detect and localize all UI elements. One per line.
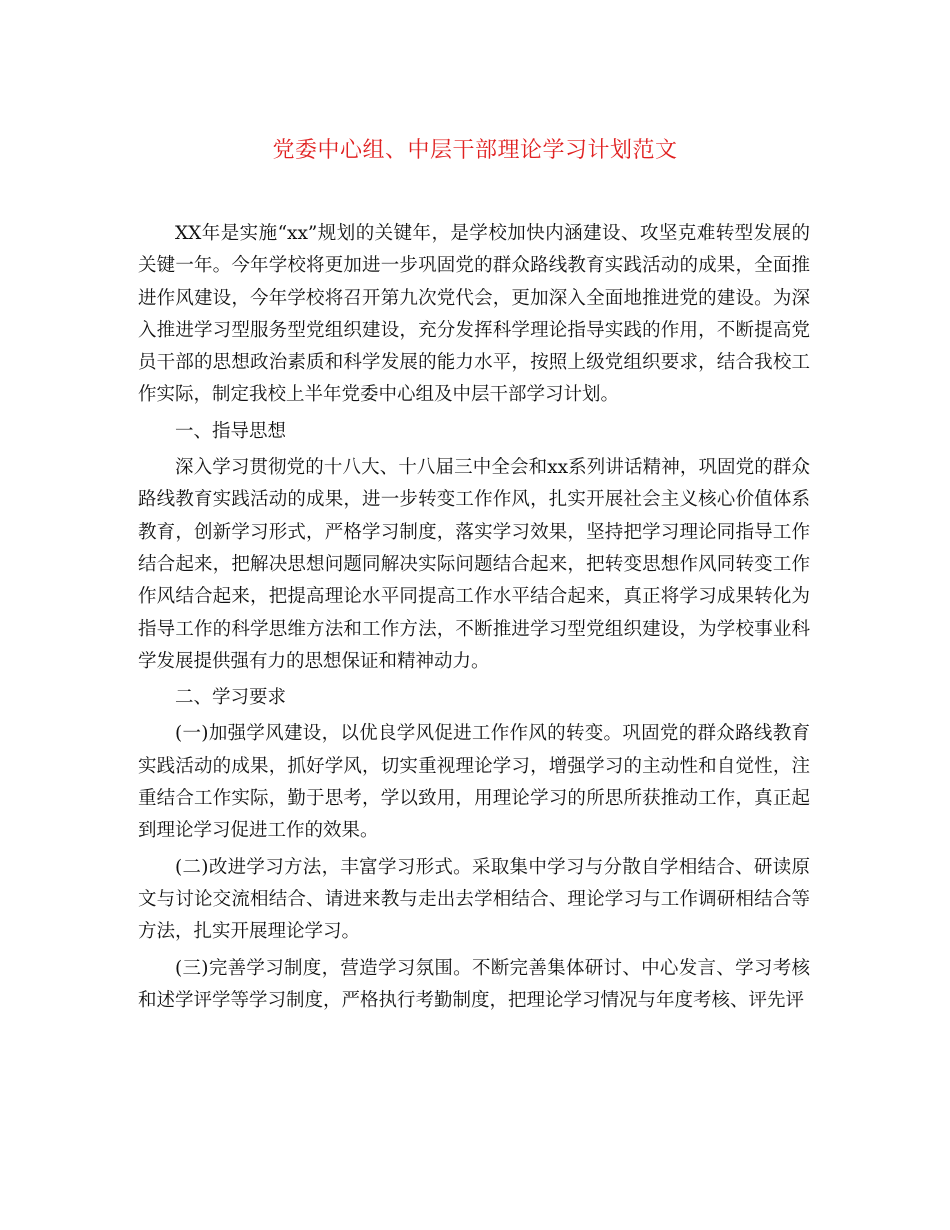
document-body [138, 218, 810, 1021]
requirement-paragraph-1: (一)加强学风建设，以优良学风促进工作作风的转变。巩固党的群众路线教育实践活动的成果，抓好学风，切实重视理论学习，增强学习的主动性和自觉性，注重结合工作实际，勤于思考，学以致用，用理论学习的所思所获推动工作，真正起到理论学习促进工作的效果。 [138, 723, 810, 842]
section-heading-guiding-ideology: 一、指导思想 [175, 420, 287, 442]
guiding-ideology-paragraph: 深入学习贯彻党的十八大、十八届三中全会和xx系列讲话精神，巩固党的群众路线教育实践活动的成果，进一步转变工作作风，扎实开展社会主义核心价值体系教育，创新学习形式，严格学习制度，落实学习效果，坚持把学习理论同指导工作结合起来，把解决思想问题同解决实际问题结合起来，把转变思想作风同转变工作作风结合起来，把提高理论水平同提高工作水平结合起来，真正将学习成果转化为指导工作的科学思维方法和工作方法，不断推进学习型党组织建设，为学校事业科学发展提供强有力的思想保证和精神动力。 [138, 457, 810, 672]
section-heading-study-requirements: 二、学习要求 [175, 687, 287, 709]
requirement-paragraph-2: (二)改进学习方法，丰富学习形式。采取集中学习与分散自学相结合、研读原文与讨论交流相结合、请进来教与走出去学相结合、理论学习与工作调研相结合等方法，扎实开展理论学习。 [138, 856, 810, 943]
intro-paragraph: XX年是实施“xx”规划的关键年，是学校加快内涵建设、攻坚克难转型发展的关键一年。今年学校将更加进一步巩固党的群众路线教育实践活动的成果，全面推进作风建设，今年学校将召开第九次党代会，更加深入全面地推进党的建设。为深入推进学习型服务型党组织建设，充分发挥科学理论指导实践的作用，不断提高党员干部的思想政治素质和科学发展的能力水平，按照上级党组织要求，结合我校工作实际，制定我校上半年党委中心组及中层干部学习计划。 [138, 223, 810, 406]
document-title: 党委中心组、中层干部理论学习计划范文 [272, 138, 678, 163]
requirement-paragraph-3: (三)完善学习制度，营造学习氛围。不断完善集体研讨、中心发言、学习考核和述学评学等学习制度，严格执行考勤制度，把理论学习情况与年度考核、评先评 [138, 957, 810, 1011]
